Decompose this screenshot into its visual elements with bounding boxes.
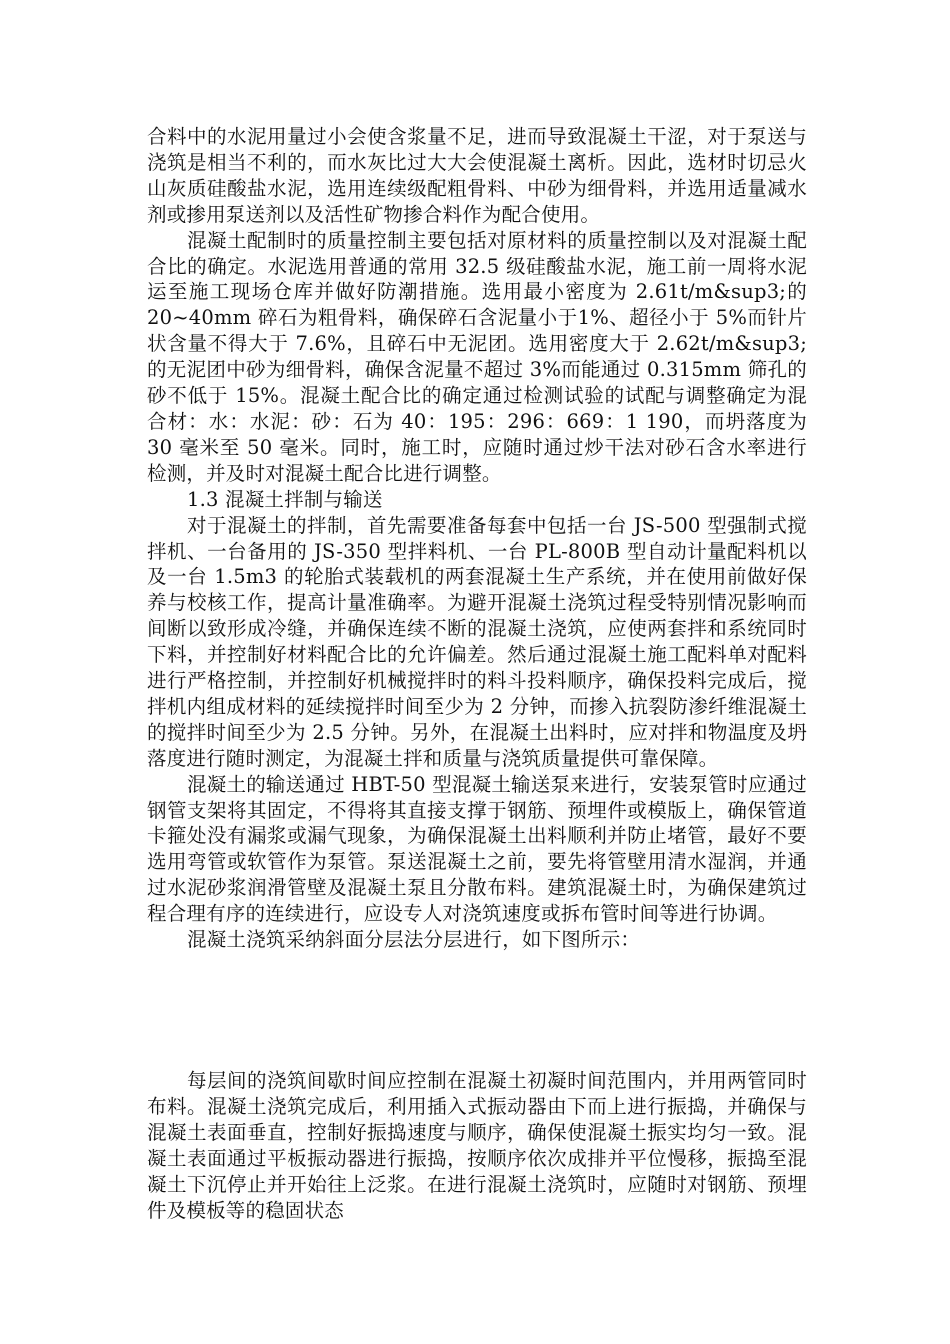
- paragraph-materials-intro: 合料中的水泥用量过小会使含浆量不足，进而导致混凝土干涩，对于泵送与浇筑是相当不利的，而水灰比过大大会使混凝土离析。因此，选材时切忌火山灰质硅酸盐水泥，选用连续级配粗骨料、中砂为细骨料，并选用适量减水剂或掺用泵送剂以及活性矿物掺合料作为配合使用。: [147, 125, 807, 226]
- body-text-lower: [147, 1068, 807, 1223]
- section-heading-mixing-transport: 1.3 混凝土拌制与输送: [187, 487, 383, 511]
- paragraph-pouring-method: 混凝土浇筑采纳斜面分层法分层进行，如下图所示：: [187, 928, 641, 952]
- body-text-upper: [147, 124, 807, 953]
- paragraph-vibration: 每层间的浇筑间歇时间应控制在混凝土初凝时间范围内，并用两管同时布料。混凝土浇筑完成后，利用插入式振动器由下而上进行振捣，并确保与混凝土表面垂直，控制好振捣速度与顺序，确保使混凝土振实均匀一致。混凝土表面通过平板振动器进行振捣，按顺序依次成排并平位慢移，振捣至混凝土下沉停止并开始往上泛浆。在进行混凝土浇筑时，应随时对钢筋、预埋件及模板等的稳固状态: [147, 1069, 807, 1222]
- paragraph-transport: 混凝土的输送通过 HBT-50 型混凝土输送泵来进行，安装泵管时应通过钢管支架将其固定，不得将其直接支撑于钢筋、预埋件或模版上，确保管道卡箍处没有漏浆或漏气现象，为确保混凝土出料顺利并防止堵管，最好不要选用弯管或软管作为泵管。泵送混凝土之前，要先将管壁用清水湿润，并通过水泥砂浆润滑管壁及混凝土泵且分散布料。建筑混凝土时，为确保建筑过程合理有序的连续进行，应设专人对浇筑速度或拆布管时间等进行协调。: [147, 772, 807, 926]
- paragraph-quality-control: 混凝土配制时的质量控制主要包括对原材料的质量控制以及对混凝土配合比的确定。水泥选用普通的常用 32.5 级硅酸盐水泥，施工前一周将水泥运至施工现场仓库并做好防潮措施。选用最小密度为 2.61t/m&sup3;的 20~40mm 碎石为粗骨料，确保碎石含泥量小于1%、超径小于 5%而针片状含量不得大于 7.6%，且碎石中无泥团。选用密度大于 2.62t/m&sup3;的无泥团中砂为细骨料，确保含泥量不超过 3%而能通过 0.315mm 筛孔的砂不低于 15%。混凝土配合比的确定通过检测试验的试配与调整确定为混合材：水：水泥：砂：石为 40：195：296：669：1 190，而坍落度为 30 毫米至 50 毫米。同时，施工时，应随时通过炒干法对砂石含水率进行检测，并及时对混凝土配合比进行调整。: [147, 228, 807, 485]
- paragraph-mixing: 对于混凝土的拌制，首先需要准备每套中包括一台 JS-500 型强制式搅拌机、一台备用的 JS-350 型拌料机、一台 PL-800B 型自动计量配料机以及一台 1.5m3 的轮胎式装载机的两套混凝土生产系统，并在使用前做好保养与校核工作，提高计量准确率。为避开混凝土浇筑过程受特别情况影响而间断以致形成冷缝，并确保连续不断的混凝土浇筑，应使两套拌和系统同时下料，并控制好材料配合比的允许偏差。然后通过混凝土施工配料单对配料进行严格控制，并控制好机械搅拌时的料斗投料顺序，确保投料完成后，搅拌机内组成材料的延续搅拌时间至少为 2 分钟，而掺入抗裂防渗纤维混凝土的搅拌时间至少为 2.5 分钟。另外，在混凝土出料时，应对拌和物温度及坍落度进行随时测定，为混凝土拌和质量与浇筑质量提供可靠保障。: [147, 513, 807, 770]
